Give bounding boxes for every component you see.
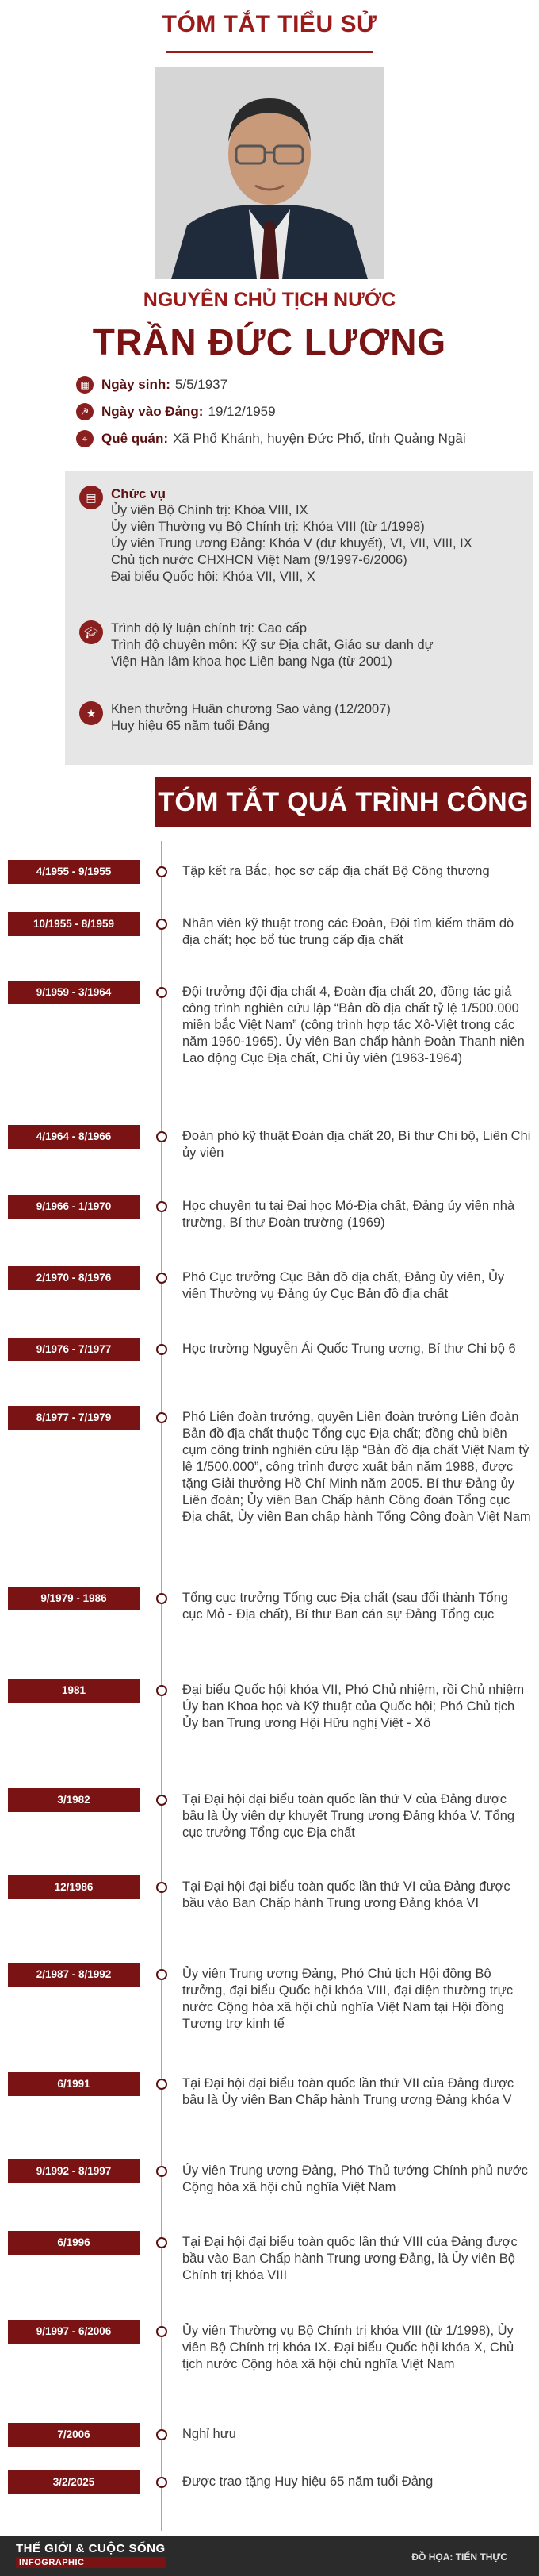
info-birth <box>76 374 227 395</box>
education-block <box>79 620 434 670</box>
timeline-text: Ủy viên Thường vụ Bộ Chính trị khóa VIII (từ 1/1998), Ủy viên Bộ Chính trị khóa IX. Đại biểu Quốc hội khóa X, Chủ tịch nước Cộng hòa xã hội chủ nghĩa Việt Nam <box>182 2324 514 2371</box>
timeline-date: 9/1992 - 8/1997 <box>8 2159 140 2183</box>
timeline-dot <box>156 1795 167 1806</box>
timeline-date: 4/1955 - 9/1955 <box>8 860 140 884</box>
position-line: Ủy viên Thường vụ Bộ Chính trị: Khóa VIII (từ 1/1998) <box>111 520 425 534</box>
timeline-text: Tập kết ra Bắc, học sơ cấp địa chất Bộ Công thương <box>182 864 490 878</box>
timeline-dot <box>156 1685 167 1696</box>
timeline-date: 2/1970 - 8/1976 <box>8 1266 140 1290</box>
award-line: Huy hiệu 65 năm tuổi Đảng <box>111 719 270 733</box>
timeline-text: Tại Đại hội đại biểu toàn quốc lần thứ VI của Đảng được bầu vào Ban Chấp hành Trung ương Đảng khóa VI <box>182 1879 510 1910</box>
timeline-dot <box>156 919 167 930</box>
timeline-text: Được trao tặng Huy hiệu 65 năm tuổi Đảng <box>182 2474 434 2489</box>
portrait-icon <box>155 67 384 279</box>
education-line: Trình độ lý luận chính trị: Cao cấp <box>111 621 308 635</box>
timeline-dot <box>156 1593 167 1604</box>
timeline-dot <box>156 866 167 877</box>
education-line: Viện Hàn lâm khoa học Liên bang Nga (từ 2001) <box>111 655 392 669</box>
positions-heading: Chức vụ <box>111 486 166 501</box>
timeline-text: Học chuyên tu tại Đại học Mỏ-Địa chất, Đảng ủy viên nhà trường, Bí thư Đoàn trường (1969) <box>182 1199 515 1230</box>
logo-text: THẾ GIỚI & CUỘC SỐNG <box>16 2542 166 2555</box>
info-label: Ngày vào Đảng: <box>101 404 204 419</box>
timeline-dot <box>156 1273 167 1284</box>
timeline-dot <box>156 2326 167 2337</box>
timeline-date: 6/1996 <box>8 2231 140 2255</box>
education-line: Trình độ chuyên môn: Kỹ sư Địa chất, Giáo sư danh dự <box>111 638 434 652</box>
timeline-text: Đội trưởng đội địa chất 4, Đoàn địa chất 20, đồng tác giả công trình nghiên cứu lập “Bản đồ địa chất tỷ lệ 1/500.000 miền bắc Việt Nam” (công trình hợp tác Xô-Việt trong các năm 1960-1965). Ủy viên Ban chấp hành Đoàn Thanh niên Lao động Cục Địa chất, Chi ủy viên (1963-1964) <box>182 985 525 1065</box>
timeline-dot <box>156 1412 167 1423</box>
timeline-date: 9/1966 - 1/1970 <box>8 1195 140 1219</box>
positions-block <box>79 486 472 585</box>
timeline-date: 4/1964 - 8/1966 <box>8 1125 140 1149</box>
timeline-date: 2/1987 - 8/1992 <box>8 1963 140 1987</box>
timeline-date: 9/1959 - 3/1964 <box>8 981 140 1004</box>
timeline-dot <box>156 1882 167 1893</box>
timeline-dot <box>156 2429 167 2440</box>
timeline-text: Học trường Nguyễn Ái Quốc Trung ương, Bí thư Chi bộ 6 <box>182 1342 516 1356</box>
timeline-text: Tại Đại hội đại biểu toàn quốc lần thứ VIII của Đảng được bầu vào Ban Chấp hành Trung ương Đảng, là Ủy viên Bộ Chính trị khóa VIII <box>182 2235 518 2282</box>
timeline-dot <box>156 2079 167 2090</box>
location-pin-icon: ⌖ <box>76 430 94 447</box>
footer <box>0 2536 539 2576</box>
timeline-date: 8/1977 - 7/1979 <box>8 1406 140 1430</box>
timeline-date: 3/2/2025 <box>8 2470 140 2494</box>
person-name: TRẦN ĐỨC LƯƠNG <box>92 321 447 363</box>
timeline-text: Tại Đại hội đại biểu toàn quốc lần thứ V của Đảng được bầu là Ủy viên dự khuyết Trung ương Đảng khóa V. Tổng cục trưởng Tổng cục Địa chất <box>182 1792 515 1840</box>
award-line: Khen thưởng Huân chương Sao vàng (12/2007) <box>111 702 391 716</box>
info-hometown <box>76 428 466 449</box>
timeline-date: 3/1982 <box>8 1788 140 1812</box>
awards-block <box>79 701 391 735</box>
timeline-dot <box>156 1201 167 1212</box>
timeline-date: 9/1997 - 6/2006 <box>8 2320 140 2344</box>
timeline-text: Ủy viên Trung ương Đảng, Phó Thủ tướng Chính phủ nước Cộng hòa xã hội chủ nghĩa Việt Nam <box>182 2163 528 2194</box>
timeline-dot <box>156 1969 167 1980</box>
portrait-photo <box>155 67 384 279</box>
title-underline <box>166 51 373 53</box>
graphic-credit: ĐỒ HỌA: TIẾN THỰC <box>411 2551 507 2563</box>
position-line: Đại biểu Quốc hội: Khóa VII, VIII, X <box>111 570 315 584</box>
timeline-dot <box>156 987 167 998</box>
timeline-dot <box>156 2237 167 2248</box>
info-value: 5/5/1937 <box>174 377 228 392</box>
publisher-logo <box>16 2542 166 2568</box>
info-value: Xã Phổ Khánh, huyện Đức Phổ, tỉnh Quảng Ngãi <box>173 431 466 446</box>
graduation-cap-icon: 🎓︎ <box>79 620 103 644</box>
timeline-text: Tại Đại hội đại biểu toàn quốc lần thứ VII của Đảng được bầu là Ủy viên Ban Chấp hành Trung ương Đảng khóa V <box>182 2076 514 2107</box>
timeline-date: 9/1979 - 1986 <box>8 1587 140 1610</box>
timeline-date: 1981 <box>8 1679 140 1703</box>
timeline-title: TÓM TẮT QUÁ TRÌNH CÔNG TÁC <box>155 777 531 827</box>
timeline-dot <box>156 2477 167 2488</box>
timeline-text: Đại biểu Quốc hội khóa VII, Phó Chủ nhiệm, rồi Chủ nhiệm Ủy ban Khoa học và Kỹ thuật của Quốc hội; Phó Chủ tịch Ủy ban Trung ương Hội Hữu nghị Việt - Xô <box>182 1683 525 1730</box>
timeline-text: Nhân viên kỹ thuật trong các Đoàn, Đội tìm kiếm thăm dò địa chất; học bổ túc trung cấp địa chất <box>182 916 514 947</box>
position-line: Chủ tịch nước CHXHCN Việt Nam (9/1997-6/2006) <box>111 553 407 567</box>
timeline-dot <box>156 1344 167 1355</box>
bio-box <box>65 471 533 765</box>
briefcase-icon: ▤ <box>79 486 103 509</box>
logo-sub: INFOGRAPHIC <box>16 2557 166 2568</box>
info-label: Quê quán: <box>101 431 169 446</box>
info-label: Ngày sinh: <box>101 377 170 392</box>
info-value: 19/12/1959 <box>208 404 276 419</box>
page-title: TÓM TẮT TIỂU SỬ <box>162 11 377 37</box>
timeline-text: Ủy viên Trung ương Đảng, Phó Chủ tịch Hội đồng Bộ trưởng, đại biểu Quốc hội khóa VIII, đại diện thường trực nước Cộng hòa xã hội chủ nghĩa Việt Nam tại Hội đồng Tương trợ kinh tế <box>182 1967 514 2031</box>
position-line: Ủy viên Trung ương Đảng: Khóa V (dự khuyết), VI, VII, VIII, IX <box>111 536 472 551</box>
position-line: Ủy viên Bộ Chính trị: Khóa VIII, IX <box>111 503 308 517</box>
timeline-dot <box>156 2166 167 2177</box>
timeline-date: 7/2006 <box>8 2423 140 2447</box>
timeline-date: 6/1991 <box>8 2072 140 2096</box>
timeline-date: 12/1986 <box>8 1875 140 1899</box>
party-emblem-icon: ☭ <box>76 403 94 420</box>
calendar-icon: ▦ <box>76 376 94 394</box>
timeline-text: Nghỉ hưu <box>182 2427 236 2441</box>
timeline-text: Phó Cục trưởng Cục Bản đồ địa chất, Đảng ủy viên, Ủy viên Thường vụ Đảng ủy Cục Bản đồ địa chất <box>182 1270 505 1301</box>
timeline-text: Đoàn phó kỹ thuật Đoàn địa chất 20, Bí thư Chi bộ, Liên Chi ủy viên <box>182 1129 531 1160</box>
timeline-date: 10/1955 - 8/1959 <box>8 912 140 936</box>
medal-icon: ★ <box>79 701 103 725</box>
timeline-date: 9/1976 - 7/1977 <box>8 1338 140 1361</box>
subtitle: NGUYÊN CHỦ TỊCH NƯỚC <box>143 289 396 311</box>
timeline-dot <box>156 1131 167 1142</box>
info-party <box>76 401 276 422</box>
timeline-text: Phó Liên đoàn trưởng, quyền Liên đoàn trưởng Liên đoàn Bản đồ địa chất thuộc Tổng cục Địa chất; đồng chủ biên cụm công trình nghiên cứu lập “Bản đồ địa chất Việt Nam tỷ lệ 1/500.000”, công trình được xuất bản năm 1988, được tặng Giải thưởng Hồ Chí Minh năm 2005. Bí thư Đảng ủy Liên đoàn; Ủy viên Ban Chấp hành Công đoàn Tổng cục Địa chất, Ủy viên Ban chấp hành Tổng Công đoàn Việt Nam <box>182 1410 531 1524</box>
timeline-text: Tổng cục trưởng Tổng cục Địa chất (sau đổi thành Tổng cục Mỏ - Địa chất), Bí thư Ban cán sự Đảng Tổng cục <box>182 1591 509 1622</box>
